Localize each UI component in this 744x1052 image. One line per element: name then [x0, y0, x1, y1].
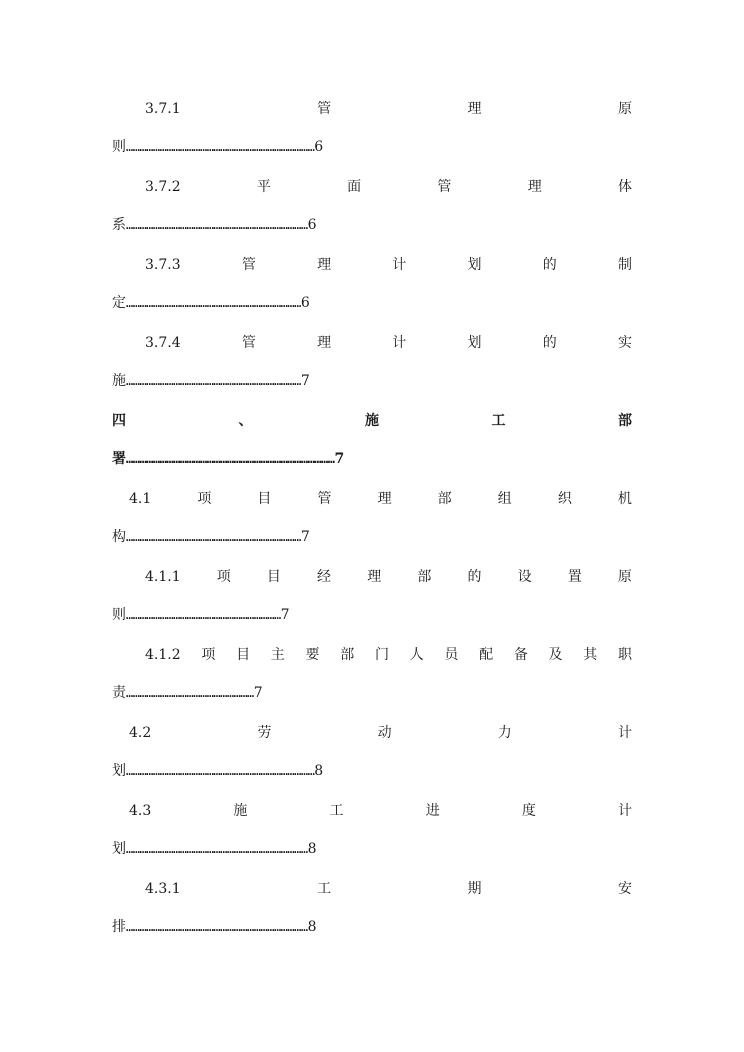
- section-number: 4.1.2: [145, 647, 181, 663]
- section-title-char: 设: [517, 569, 532, 585]
- toc-entry-heading[interactable]: [129, 489, 632, 509]
- section-title-char: 职: [617, 647, 632, 663]
- section-title-char: 理: [317, 257, 332, 273]
- toc-entry-leader-line[interactable]: [112, 527, 310, 547]
- toc-entry-leader-line[interactable]: [112, 449, 344, 469]
- toc-entry-leader-line[interactable]: [112, 293, 310, 313]
- section-title-char: 划: [467, 257, 482, 273]
- toc-entry-leader-line[interactable]: [112, 917, 317, 937]
- section-title-char: 部: [417, 569, 432, 585]
- section-title-tail: 定: [112, 295, 126, 311]
- section-title-char: 劳: [257, 725, 272, 741]
- section-title-tail: 责: [112, 685, 126, 701]
- dot-leader: ……………………………………………………………………: [126, 296, 301, 310]
- section-title-tail: 署: [112, 451, 126, 467]
- section-title-char: 平: [256, 179, 271, 195]
- section-title-char: 置: [567, 569, 582, 585]
- toc-entry-heading[interactable]: [145, 99, 632, 119]
- section-title-char: 施: [233, 803, 248, 819]
- toc-entry-leader-line[interactable]: [112, 371, 310, 391]
- section-title-char: 人: [409, 647, 424, 663]
- toc-entry-heading[interactable]: [112, 411, 632, 431]
- section-title-tail: 系: [112, 217, 126, 233]
- toc-entry-heading[interactable]: [145, 255, 632, 275]
- toc-entry-leader-line[interactable]: [112, 215, 317, 235]
- dot-leader: ……………………………………………………………………: [126, 374, 301, 388]
- section-title-char: 原: [617, 569, 632, 585]
- section-title-char: 理: [467, 101, 482, 117]
- page-number: 8: [314, 763, 324, 779]
- section-number: 4.3.1: [145, 881, 181, 897]
- section-title-char: 员: [444, 647, 459, 663]
- section-title-char: 的: [542, 335, 557, 351]
- section-title-tail: 则: [112, 607, 126, 623]
- dot-leader: ………………………………………………………………………: [126, 920, 308, 934]
- page-number: 6: [300, 295, 310, 311]
- section-title-char: 及: [548, 647, 563, 663]
- toc-entry-leader-line[interactable]: [112, 761, 323, 781]
- section-title-char: 制: [617, 257, 632, 273]
- toc-entry-heading[interactable]: [145, 645, 632, 665]
- toc-entry-leader-line[interactable]: [112, 605, 290, 625]
- section-title-char: 门: [374, 647, 389, 663]
- section-title-char: 的: [467, 569, 482, 585]
- section-title-char: 部: [340, 647, 355, 663]
- section-title-char: 项: [197, 491, 212, 507]
- toc-entry-heading[interactable]: [145, 333, 632, 353]
- toc-entry-leader-line[interactable]: [112, 137, 323, 157]
- section-title-char: 目: [236, 647, 251, 663]
- section-title-char: 工: [317, 881, 332, 897]
- section-title-tail: 划: [112, 763, 126, 779]
- section-title-char: 部: [437, 491, 452, 507]
- section-title-char: 项: [216, 569, 231, 585]
- page-number: 7: [280, 607, 290, 623]
- section-number: 4.2: [129, 725, 152, 741]
- section-title-tail: 构: [112, 529, 126, 545]
- section-title-char: 计: [617, 725, 632, 741]
- toc-entry-heading[interactable]: [145, 879, 632, 899]
- section-title-char: 管: [437, 179, 452, 195]
- dot-leader: ………………………………………………………………………: [126, 842, 308, 856]
- toc-entry-heading[interactable]: [145, 177, 632, 197]
- section-title-char: 管: [241, 335, 256, 351]
- section-title-char: 管: [317, 101, 332, 117]
- section-number: 3.7.3: [145, 257, 181, 273]
- dot-leader: …………………………………………………………………………: [126, 140, 315, 154]
- section-title-char: 理: [317, 335, 332, 351]
- section-number: 3.7.2: [145, 179, 181, 195]
- section-title-char: 其: [583, 647, 598, 663]
- page-number: 7: [300, 529, 310, 545]
- section-title-char: 组: [497, 491, 512, 507]
- page-number: 8: [307, 841, 317, 857]
- section-number: 4.1.1: [145, 569, 181, 585]
- section-title-char: 配: [479, 647, 494, 663]
- section-title-char: 理: [527, 179, 542, 195]
- section-title-char: 计: [617, 803, 632, 819]
- dot-leader: ………………………………………………………………………: [126, 218, 308, 232]
- toc-entry-leader-line[interactable]: [112, 839, 317, 859]
- section-number: 3.7.1: [145, 101, 181, 117]
- page-number: 6: [307, 217, 317, 233]
- section-title-char: 期: [467, 881, 482, 897]
- section-title-char: 的: [542, 257, 557, 273]
- section-title-char: 工: [491, 413, 506, 429]
- section-number: 3.7.4: [145, 335, 181, 351]
- page-number: 7: [253, 685, 263, 701]
- section-title-char: 体: [617, 179, 632, 195]
- dot-leader: ……………………………………………………………………: [126, 530, 301, 544]
- page-number: 6: [314, 139, 324, 155]
- section-title-char: 管: [241, 257, 256, 273]
- section-title-char: 理: [377, 491, 392, 507]
- section-title-tail: 则: [112, 139, 126, 155]
- section-title-char: 计: [392, 257, 407, 273]
- section-title-char: 理: [367, 569, 382, 585]
- dot-leader: …………………………………………………………………………………: [126, 452, 335, 466]
- section-title-char: 主: [270, 647, 285, 663]
- section-title-char: 目: [266, 569, 281, 585]
- section-title-char: 计: [392, 335, 407, 351]
- section-title-char: 要: [305, 647, 320, 663]
- section-title-char: 原: [617, 101, 632, 117]
- section-title-char: 机: [617, 491, 632, 507]
- section-title-char: 、: [238, 413, 253, 429]
- dot-leader: …………………………………………………………………………: [126, 764, 315, 778]
- dot-leader: ……………………………………………………………: [126, 608, 281, 622]
- section-title-char: 实: [617, 335, 632, 351]
- page-number: 7: [334, 451, 345, 467]
- section-number: 4.3: [129, 803, 152, 819]
- section-title-char: 织: [557, 491, 572, 507]
- section-title-char: 力: [497, 725, 512, 741]
- toc-entry-heading[interactable]: [145, 567, 632, 587]
- section-title-char: 面: [347, 179, 362, 195]
- section-title-tail: 排: [112, 919, 126, 935]
- section-title-char: 目: [257, 491, 272, 507]
- page-number: 7: [300, 373, 310, 389]
- toc-entry-leader-line[interactable]: [112, 683, 263, 703]
- page-number: 8: [307, 919, 317, 935]
- section-number: 4.1: [129, 491, 152, 507]
- section-title-char: 经: [317, 569, 332, 585]
- section-title-char: 施: [365, 413, 379, 429]
- toc-entry-heading[interactable]: [129, 723, 632, 743]
- section-title-char: 动: [377, 725, 392, 741]
- section-title-tail: 施: [112, 373, 126, 389]
- toc-entry-heading[interactable]: [129, 801, 632, 821]
- section-title-char: 进: [425, 803, 440, 819]
- section-title-char: 备: [513, 647, 528, 663]
- section-title-char: 部: [618, 413, 632, 429]
- section-number: 四: [112, 413, 126, 429]
- section-title-char: 项: [201, 647, 216, 663]
- section-title-char: 安: [617, 881, 632, 897]
- dot-leader: …………………………………………………: [126, 686, 254, 700]
- section-title-char: 管: [317, 491, 332, 507]
- section-title-char: 工: [329, 803, 344, 819]
- section-title-char: 度: [521, 803, 536, 819]
- section-title-char: 划: [467, 335, 482, 351]
- section-title-tail: 划: [112, 841, 126, 857]
